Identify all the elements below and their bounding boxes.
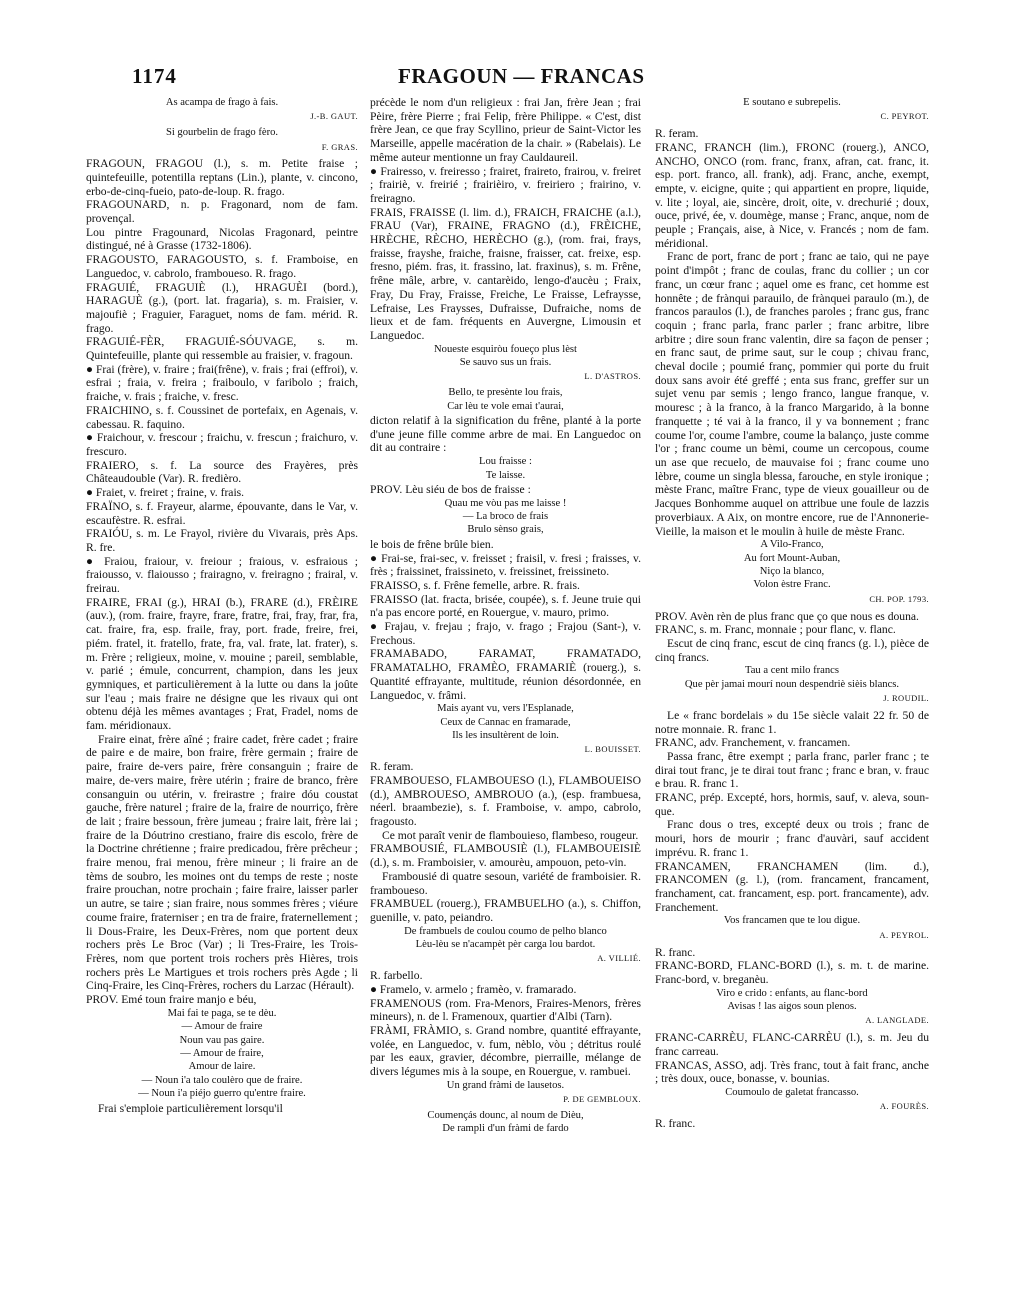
page-header (0, 62, 1024, 92)
entry-paragraph: R. franc. (655, 1117, 696, 1131)
verse-line: Vos francamen que te lou digue. (723, 915, 861, 927)
entry-paragraph: PROV. Emé toun fraire manjo e béu, (86, 993, 257, 1007)
entry-paragraph: FRAIS, FRAISSE (l. lim. d.), FRAICH, FRAICHE (a.l.), FRAU (Var), FRAINE, FRAGNO (d.), FRÈICHE, HRÈCHE, RÈCHO, HERÈCHO (g.), (rom. frai, frays, fraisse, frayshe, fraiche, fraisne, fraisser, cat. freixe, esp. fresno, piém. fras, it. frassino, lat. fraxinus), s. m. Frêne, frêne mâle, arbre, v. cantarèido, lengo-d'aucèu ; Fraix, Fray, Du Fray, Fraisse, Freiche, Le Fraisse, Lefraysse, Lefraise, Les Fraysses, Dufraisse, Dufraiche, noms de lieux et de fam. fréquents en Auvergne, Limousin et Languedoc. (370, 205, 641, 342)
entry-paragraph: FRANCAMEN, FRANCHAMEN (lim. d.), FRANCOMEN (g. l.), (rom. francament, francament, franchament, cat. francament, esp. port. francamente), adv. Franchement. (655, 859, 929, 914)
entry-paragraph: ● Fraichour, v. frescour ; fraichu, v. frescun ; fraichuro, v. frescuro. (86, 431, 358, 458)
entry-paragraph: R. feram. (655, 127, 699, 141)
indented-paragraph: Franc de port, franc de port ; franc ae taio, qui ne paye point d'impôt ; franc de coulas, franc du collier ; un cor franc, un cœur franc ; aquel ome es franc, cet homme est honnête ; de frànqui parauilo, de frànquei paraulo (m.), de francos paraulos (l.), de franches paroles ; franc gus, franc coquin ; franc parla, franc parler ; franc arbitre, libre arbitre ; dire soun franc valentin, dire sa façon de penser ; en franc saut, de prime saut, sur le coup ; chivau franc, cheval docile ; poumié franç, pommier qui porte du fruit doux sans avoir été greffé ; enta sus franc, greffer sur un sujet venu par semis ; lengo franco, langue franque, v. mouresc ; à la franco, à la franco Margarido, à la bonne franquette ; té vai à la franco, il y va bonnement ; franc coume l'or, coume l'ambre, coume la balanço, juste comme l'or ; franc coume un bèmi, coume un cercopous, coume un ase que recuelo, de mauvaise foi ; franc coume uno lèbre, coume un singla blessa, farouche, en style ironique ; mèste Franc, maître Franc, type de vieux gouailleur ou de Jacques Bonhomme auquel on attribue une foule de lazzis proverbiaux. A Aix, on montre encore, rue de l'Annonerie-Vieille, la maison et le moulin à huile de mèste Franc. (655, 250, 929, 538)
verse-line: Mai fai te paga, se te dèu. (167, 1007, 277, 1019)
citation: A. PEYROL. (879, 929, 929, 940)
entry-paragraph: ● Frai-se, frai-sec, v. freisset ; fraisil, v. fresi ; fraisses, v. frès ; fraissinet, fraissineto, v. freissinet, freissineto. (370, 551, 641, 579)
entry-paragraph: FRAISSO, s. f. Frêne femelle, arbre. R. frais. (370, 578, 580, 592)
entry-paragraph: FRAGOUNARD, n. p. Fragonard, nom de fam. provençal. (86, 198, 358, 226)
verse-line: Se sauvo sus un frais. (459, 357, 552, 369)
verse-line: Ils les insultèrent de loin. (452, 730, 559, 742)
verse-line: Quau me vòu pas me laisse ! (444, 497, 567, 509)
verse-line: — Noun i'a talo coulèro que de fraire. (141, 1074, 303, 1086)
citation: P. DE GEMBLOUX. (563, 1094, 641, 1105)
entry-paragraph: FRAICHINO, s. f. Coussinet de portefaix, en Agenais, v. cabessau. R. faquino. (86, 403, 358, 431)
entry-paragraph: ● Framelo, v. armelo ; framèo, v. framarado. (370, 982, 577, 996)
running-title: FRAGOUN — FRANCAS (398, 64, 645, 88)
citation: A. VILLIÉ. (597, 953, 641, 964)
entry-paragraph: FRAGOUN, FRAGOU (l.), s. m. Petite fraise ; quintefeuille, potentilla reptans (Lin.), plante, v. cincono, erbo-de-cinq-fueio, pato-de-loup. R. frago. (86, 157, 358, 198)
entry-paragraph: FRAMBOUESO, FLAMBOUESO (l.), FLAMBOUEISO (d.), AMBROUESO, AMBROUO (a.), (esp. frambuesa, néerl. braambezie), s. f. Framboise, v. ampo, cabrolo, fragousto. (370, 773, 641, 828)
entry-paragraph: R. farbello. (370, 969, 423, 983)
citation: CH. POP. 1793. (869, 593, 929, 604)
entry-paragraph: FRAIÓU, s. m. Le Frayol, rivière du Vivarais, près Aps. R. fre. (86, 527, 358, 554)
entry-paragraph: FRAGUIÉ, FRAGUIÈ (l.), HRAGUÈI (bord.), HARAGUÈ (g.), (port. lat. fragaria), s. m. Fraisier, v. majoufiè ; Fraguier, Faraguet, noms de fam. mérid. R. frago. (86, 280, 358, 335)
verse-line: Mais ayant vu, vers l'Esplanade, (437, 703, 574, 715)
verse-line: Ceux de Cannac en framarade, (440, 716, 571, 728)
entry-paragraph: FRANC-BORD, FLANC-BORD (l.), s. m. t. de marine. Franc-bord, v. breganèu. (655, 959, 929, 986)
verse-line: Coumoulo de galetat francasso. (725, 1086, 859, 1098)
verse-line: As acampa de frago à fais. (165, 97, 279, 108)
verse-line: — La broco de frais (462, 511, 549, 523)
verse-line: Au fort Mount-Auban, (743, 552, 841, 564)
verse-line: Viro e crido : enfants, au flanc-bord (716, 987, 868, 999)
entry-paragraph: FRAISSO (lat. fracta, brisée, coupée), s. f. Jeune truie qui n'a pas encore porté, en Rouergue, v. mauro, primo. (370, 592, 641, 620)
entry-paragraph: FRAGUIÉ-FÈR, FRAGUIÉ-SÓUVAGE, s. m. Quintefeuille, plante qui ressemble au fraisier, v. fragoun. (86, 335, 358, 363)
citation: F. GRAS. (321, 141, 358, 152)
entry-paragraph: R. franc. (655, 945, 696, 959)
entry-paragraph: FRAGOUSTO, FARAGOUSTO, s. f. Framboise, en Languedoc, v. cabrolo, framboueso. R. frago. (86, 253, 358, 280)
citation: L. BOUISSET. (584, 744, 641, 755)
entry-paragraph: FRANC, adv. Franchement, v. francamen. (655, 736, 851, 750)
verse-line: — Noun i'a piéjo guerro qu'entre fraire. (138, 1088, 306, 1100)
verse-line: Avisas ! las aigos soun plenos. (727, 1001, 857, 1013)
entry-paragraph: FRAIERO, s. f. La source des Frayères, près Châteaudouble (Var). R. fredièro. (86, 458, 358, 486)
entry-paragraph: FRAMBUEL (rouerg.), FRAMBUELHO (a.), s. Chiffon, guenille, v. pato, peiandro. (370, 897, 641, 924)
verse-line: Car lèu te vole emai t'aurai, (447, 400, 564, 412)
verse-line: Niço la blanco, (759, 566, 825, 578)
entry-paragraph: PROV. Lèu siéu de bos de fraisse : (370, 482, 531, 496)
entry-paragraph: ● Frai (frère), v. fraire ; frai(frêne), v. frais ; frai (effroi), v. esfrai ; fraia, v. freira ; fraiboulo, v faribolo ; fraich, fraiche, v. frais ; fraiche, v. fresc. (86, 362, 358, 404)
verse-line: De frambuels de coulou coumo de pelho blanco (404, 925, 607, 937)
entry-paragraph: FRAIRE, FRAI (g.), HRAI (b.), FRARE (d.), FRÈIRE (auv.), (rom. fraire, frayre, frare, fratre, frai, fray, frar, fra, cat. fraire, fra, esp. fraile, fray, port. frade, freire, frei, piém. fratel, it. fratello, frate, fra, val. frate, lat. frater), s. m. Frère ; religieux, moine, v. mouine ; pareil, semblable, v. parié ; émule, concurrent, champion, dans les jeux gymniques, et particulièrement à la lutte ou dans la joûte sur l'eau ; mais fraire ne désigne que les rivaux qui ont obtenu déjà les mêmes avantages ; Frat, Fradel, noms de fam. méridionaux. (86, 595, 358, 733)
verse-line: Tau a cent milo francs (745, 665, 839, 677)
entry-paragraph: FRAÏNO, s. f. Frayeur, alarme, épouvante, dans le Var, v. escaufèstre. R. esfrai. (86, 499, 358, 527)
verse-line: De rampli d'un fràmi de fardo (442, 1123, 569, 1135)
citation: J.-B. GAUT. (310, 111, 358, 122)
indented-paragraph: Fraire einat, frère aîné ; fraire cadet, frère cadet ; fraire de paire e de maire, bon fraire, frère germain ; fraire de paire, fraire de-vers paire, frère consanguin ; fraire de maire, de-vers maire, frère utérin ; fraire de branco, frère consanguin ou utérin, v. freirastre ; fraire dóu coustat gauche, frère naturel ; fraire de la, fraire de nourriço, frère de lait ; fraire bessoun, frère jumeau ; fraire lait, frère lai ; fraire de la Dóutrino crestiano, fraire dis escolo, frère de la Doctrine chrétienne ; fraire predicadou, frère prêcheur ; fraire menou, frai menou, frère mineur ; li fraire an de tèms de soubro, les moines ont du temps de reste ; noste fraire prouchan, notre prochain ; faire fraire, laisser parler un autre, se taire ; sian fraire, nous sommes frères ; viéure coume fraire, fraterniser ; en tra de fraire, fraternellement ; li Dous-Fraire, les Deux-Frères, nom que portent deux rochers près Le Broc (Var) ; li Tres-Fraire, les Trois-Frères, nom que portent trois rochers près Hières, trois rochers près Le Martigues et trois rochers près Agde ; li Cinq-Fraire, les Cinq-Frères, rochers du Larzac (Hérault). (86, 732, 358, 993)
entry-paragraph: FRANC, FRANCH (lim.), FRONC (rouerg.), ANCO, ANCHO, ONCO (rom. franc, franx, afran, cat. franc, it. esp. port. franco, all. frank), adj. Franc, anche, exempt, empte, v. eicigne, quite ; qui appartient en propre, liquide, v. lite ; loyal, aie, sincère, droit, oite, v. drechurié ; doux, ouce, privé, ée, v. doumège, manse ; Franc, anque, nom de peuple ; Français, aise, à Nice, v. Francés ; nom de fam. méridional. (655, 140, 929, 250)
verse-line: — Amour de fraire (181, 1021, 263, 1033)
entry-paragraph: PROV. Avèn rèn de plus franc que ço que nous es douna. (655, 609, 919, 623)
entry-paragraph: ● Frajau, v. frejau ; frajo, v. frago ; Frajou (Sant-), v. Frechous. (370, 620, 641, 647)
indented-paragraph: Frai s'emploie particulièrement lorsqu'il (98, 1101, 283, 1115)
entry-paragraph: FRANCAS, ASSO, adj. Très franc, tout à fait franc, anche ; très doux, ouce, bonasse, v. bounias. (655, 1058, 929, 1086)
citation: A. FOURÈS. (879, 1101, 929, 1112)
entry-paragraph: ● Fraiet, v. freiret ; fraine, v. frais. (86, 486, 245, 500)
entry-paragraph: Lou pintre Fragounard, Nicolas Fragonard, peintre distingué, né à Grasse (1732-1806). (86, 225, 358, 253)
entry-paragraph: précède le nom d'un religieux : frai Jan, frère Jean ; frai Pèire, frère Pierre ; frai Felip, frère Philippe. « C'est, dist frère Jean, ce que fray Scyllino, prieur de Saint-Victor les Marseille, appelle macération de la chair. » (Rabelais). Le même auteur mentionne un fray Cauldaureil. (370, 96, 641, 164)
citation: L. D'ASTROS. (584, 371, 641, 382)
verse-line: Coumençás dounc, al noum de Dièu, (427, 1109, 584, 1121)
verse-line: Un grand fràmi de lausetos. (446, 1079, 565, 1091)
entry-paragraph: FRANC, s. m. Franc, monnaie ; pour flanc, v. flanc. (655, 623, 896, 637)
verse-line: A Vilo-Franco, (760, 539, 824, 551)
indented-paragraph: Le « franc bordelais » du 15e siècle valait 22 fr. 50 de notre monnaie. R. franc 1. (655, 708, 929, 736)
entry-paragraph: FRAMENOUS (rom. Fra-Menors, Fraires-Menors, frères mineurs), n. de l. Framenoux, quartier d'Albi (Tarn). (370, 996, 641, 1024)
indented-paragraph: Escut de cinq franc, escut de cinq francs (g. l.), pièce de cinq francs. (655, 636, 929, 664)
entry-paragraph: ● Frairesso, v. freiresso ; frairet, fraireto, frairou, v. freiret ; frairiè, v. freirié ; frairièiro, v. freiriero ; frairino, v. freiragno. (370, 164, 641, 205)
column-right (655, 96, 929, 1131)
entry-paragraph: FRAMBOUSIÉ, FLAMBOUSIÈ (l.), FLAMBOUEISIÈ (d.), s. m. Framboisier, v. amourèu, ampouon, peto-vin. (370, 842, 641, 870)
indented-paragraph: Passa franc, être exempt ; parla franc, parler franc ; te dirai tout franc, je te dirai tout franc ; franc e bran, v. frauc e brau. R. franc 1. (655, 749, 929, 791)
entry-paragraph: FRAMABADO, FARAMAT, FRAMATADO, FRAMATALHO, FRAMÈO, FRAMARIÈ (rouerg.), s. Quantité effrayante, multitude, réunion désordonnée, en Languedoc, v. frâmi. (370, 647, 641, 702)
entry-paragraph: le bois de frêne brûle bien. (370, 537, 494, 551)
citation: A. LANGLADE. (865, 1015, 929, 1026)
verse-line: Volon èstre Franc. (753, 579, 831, 591)
verse-line: Bello, te presènte lou frais, (448, 387, 563, 399)
indented-paragraph: Ce mot paraît venir de flambouieso, flambeso, rougeur. (382, 828, 639, 842)
verse-line: Noun vau pas gaire. (179, 1034, 265, 1046)
verse-line: Lèu-lèu se n'acampèt pèr carga lou bardot. (415, 939, 596, 951)
verse-line: Lou fraisse : (479, 456, 532, 468)
verse-line: Que pèr jamai mourí noun despendriè sièis blancs. (684, 678, 900, 690)
verse-line: Noueste esquiròu foueço plus lèst (434, 343, 577, 355)
entry-paragraph: FRANC, prép. Excepté, hors, hormis, sauf, v. aleva, soun-que. (655, 791, 929, 818)
entry-paragraph: R. feram. (370, 760, 414, 774)
verse-line: E soutano e subrepelis. (743, 97, 841, 108)
entry-paragraph: dicton relatif à la signification du frêne, planté à la porte d'une jeune fille comme arbre de mai. En Languedoc on dit au contraire : (370, 413, 641, 455)
page-number: 1174 (132, 64, 177, 88)
verse-line: Brulo sènso grais, (467, 524, 544, 536)
entry-paragraph: FRANC-CARRÈU, FLANC-CARRÈU (l.), s. m. Jeu du franc carreau. (655, 1031, 929, 1058)
citation: C. PEYROT. (880, 111, 929, 122)
column-middle (370, 96, 641, 1137)
column-left (86, 96, 358, 1115)
indented-paragraph: Franc dous o tres, excepté deux ou trois ; franc de mouri, hors de mourir ; franc d'auvàri, sauf accident imprévu. R. franc 1. (655, 818, 929, 859)
verse-line: Te laisse. (485, 469, 526, 481)
verse-line: — Amour de fraire, (180, 1048, 264, 1060)
verse-line: Si gourbelin de frago fèro. (165, 127, 279, 139)
citation: J. ROUDIL. (883, 693, 929, 704)
entry-paragraph: ● Fraiou, fraiour, v. freiour ; fraious, v. esfraious ; fraiousso, v. flaiousso ; frairagno, v. freiragno ; frairal, v. freirau. (86, 554, 358, 596)
verse-line: Amour de laire. (188, 1061, 256, 1073)
indented-paragraph: Frambousié di quatre sesoun, variété de framboisier. R. framboueso. (370, 869, 641, 897)
entry-paragraph: FRÀMI, FRÀMIO, s. Grand nombre, quantité effrayante, volée, en Languedoc, v. fum, nèblo, vòu ; détritus roulé par les eaux, gravier, décombre, pierraille, mélange de divers légumes mis à la soupe, en Rouergue, v. rambuei. (370, 1023, 641, 1079)
